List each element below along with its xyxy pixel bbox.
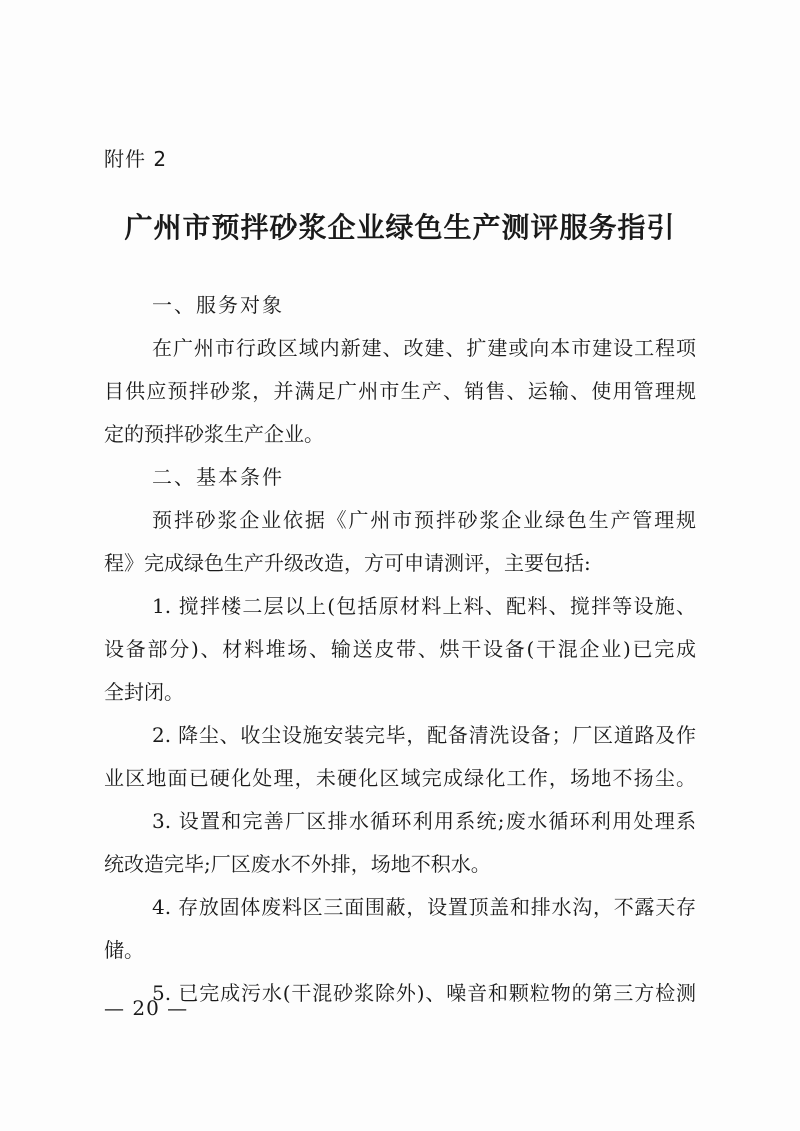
paragraph-line: 程》完成绿色生产升级改造，方可申请测评，主要包括: — [104, 551, 591, 575]
document-title: 广州市预拌砂浆企业绿色生产测评服务指引 — [124, 211, 676, 244]
list-item-line: 统改造完毕;厂区废水不外排，场地不积水。 — [104, 852, 491, 876]
section-heading-basic-conditions: 二、基本条件 — [152, 465, 284, 489]
list-item-line: 设备部分)、材料堆场、输送皮带、烘干设备(干混企业)已完成 — [104, 637, 696, 661]
page-number: — 20 — — [104, 996, 189, 1020]
list-item-line: 1. 搅拌楼二层以上(包括原材料上料、配料、搅拌等设施、 — [152, 594, 696, 618]
list-item-line: 业区地面已硬化处理，未硬化区域完成绿化工作，场地不扬尘。 — [104, 766, 696, 790]
list-item-line: 3. 设置和完善厂区排水循环利用系统;废水循环利用处理系 — [152, 809, 696, 833]
list-item-line: 2. 降尘、收尘设施安装完毕，配备清洗设备；厂区道路及作 — [152, 723, 696, 747]
paragraph-line: 目供应预拌砂浆，并满足广州市生产、销售、运输、使用管理规 — [104, 379, 696, 403]
list-item-line: 4. 存放固体废料区三面围蔽，设置顶盖和排水沟，不露天存 — [152, 895, 696, 919]
document-body — [104, 284, 696, 1015]
section-heading-service-target: 一、服务对象 — [152, 293, 284, 317]
paragraph-line: 在广州市行政区域内新建、改建、扩建或向本市建设工程项 — [152, 336, 696, 360]
paragraph-line: 预拌砂浆企业依据《广州市预拌砂浆企业绿色生产管理规 — [152, 508, 696, 532]
list-item-line: 储。 — [104, 938, 144, 962]
list-item-line: 全封闭。 — [104, 680, 184, 704]
attachment-label: 附件 2 — [104, 147, 168, 171]
paragraph-line: 定的预拌砂浆生产企业。 — [104, 422, 324, 446]
list-item-line: 5. 已完成污水(干混砂浆除外)、噪音和颗粒物的第三方检测 — [152, 981, 696, 1005]
